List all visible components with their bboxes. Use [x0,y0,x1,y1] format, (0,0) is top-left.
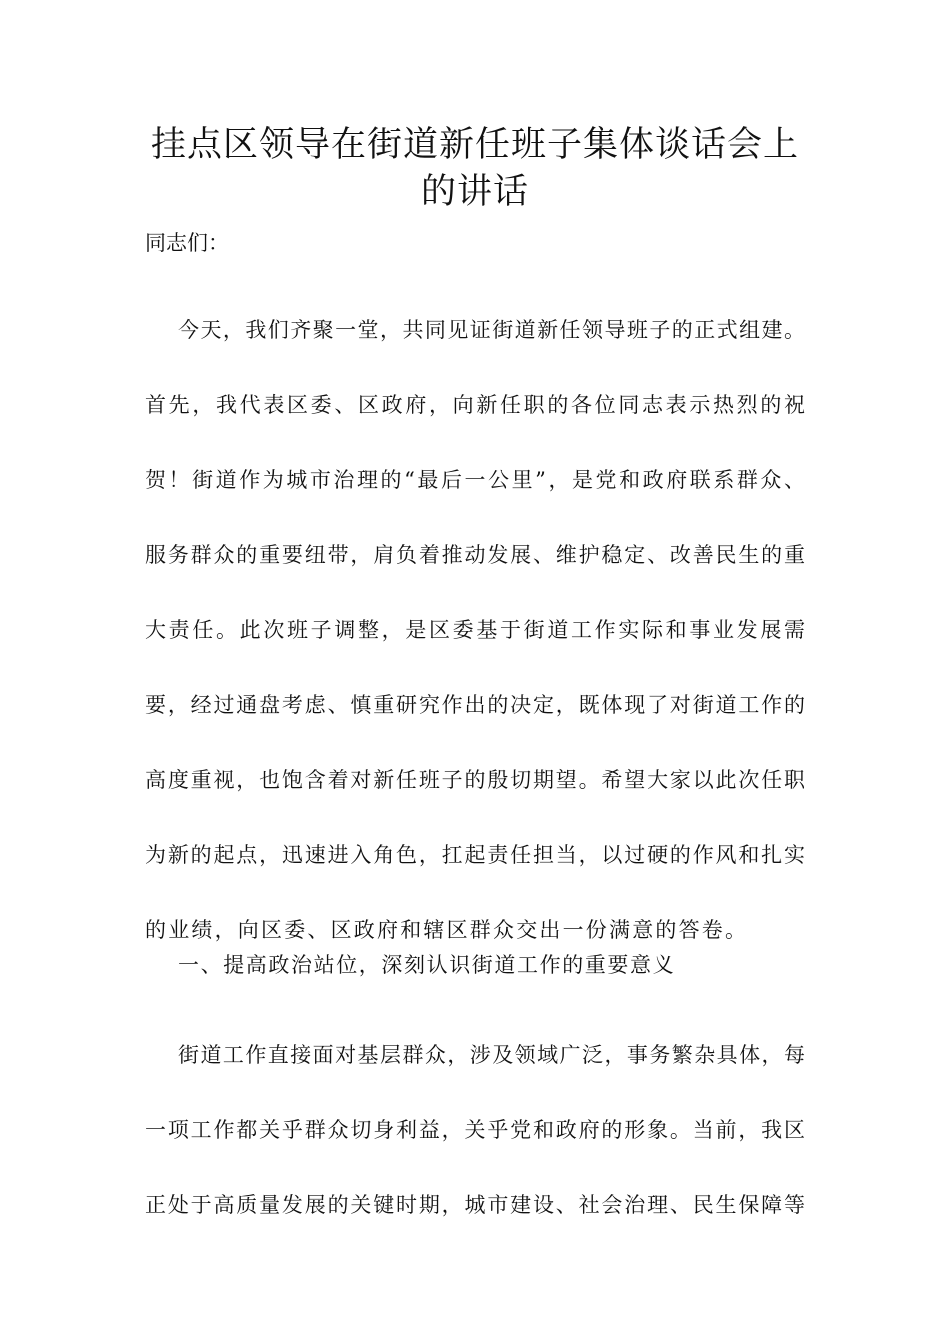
text-line: 大责任。此次班子调整，是区委基于街道工作实际和事业发展需 [145,618,805,642]
text-line: 高度重视，也饱含着对新任班子的殷切期望。希望大家以此次任职 [145,768,805,792]
text-line: 今天，我们齐聚一堂，共同见证街道新任领导班子的正式组建。 [178,318,805,342]
salutation: 同志们： [145,231,229,255]
text-line: 为新的起点，迅速进入角色，扛起责任担当，以过硬的作风和扎实 [145,843,805,867]
text-line: 的业绩，向区委、区政府和辖区群众交出一份满意的答卷。 [145,918,749,942]
text-line: 首先，我代表区委、区政府，向新任职的各位同志表示热烈的祝 [145,393,805,417]
text-line: 正处于高质量发展的关键时期，城市建设、社会治理、民生保障等 [145,1193,805,1217]
section-heading-1: 一、提高政治站位，深刻认识街道工作的重要意义 [178,953,676,977]
text-line: 服务群众的重要纽带，肩负着推动发展、维护稳定、改善民生的重 [145,543,805,567]
text-line: 要，经过通盘考虑、慎重研究作出的决定，既体现了对街道工作的 [145,693,805,717]
text-line: 贺！街道作为城市治理的“最后一公里”，是党和政府联系群众、 [145,468,805,492]
title-line-1: 挂点区领导在街道新任班子集体谈话会上 [150,125,799,165]
text-line: 街道工作直接面对基层群众，涉及领域广泛，事务繁杂具体，每 [178,1043,805,1067]
text-line: 一项工作都关乎群众切身利益，关乎党和政府的形象。当前，我区 [145,1118,805,1142]
title-line-2: 的讲话 [420,172,529,212]
